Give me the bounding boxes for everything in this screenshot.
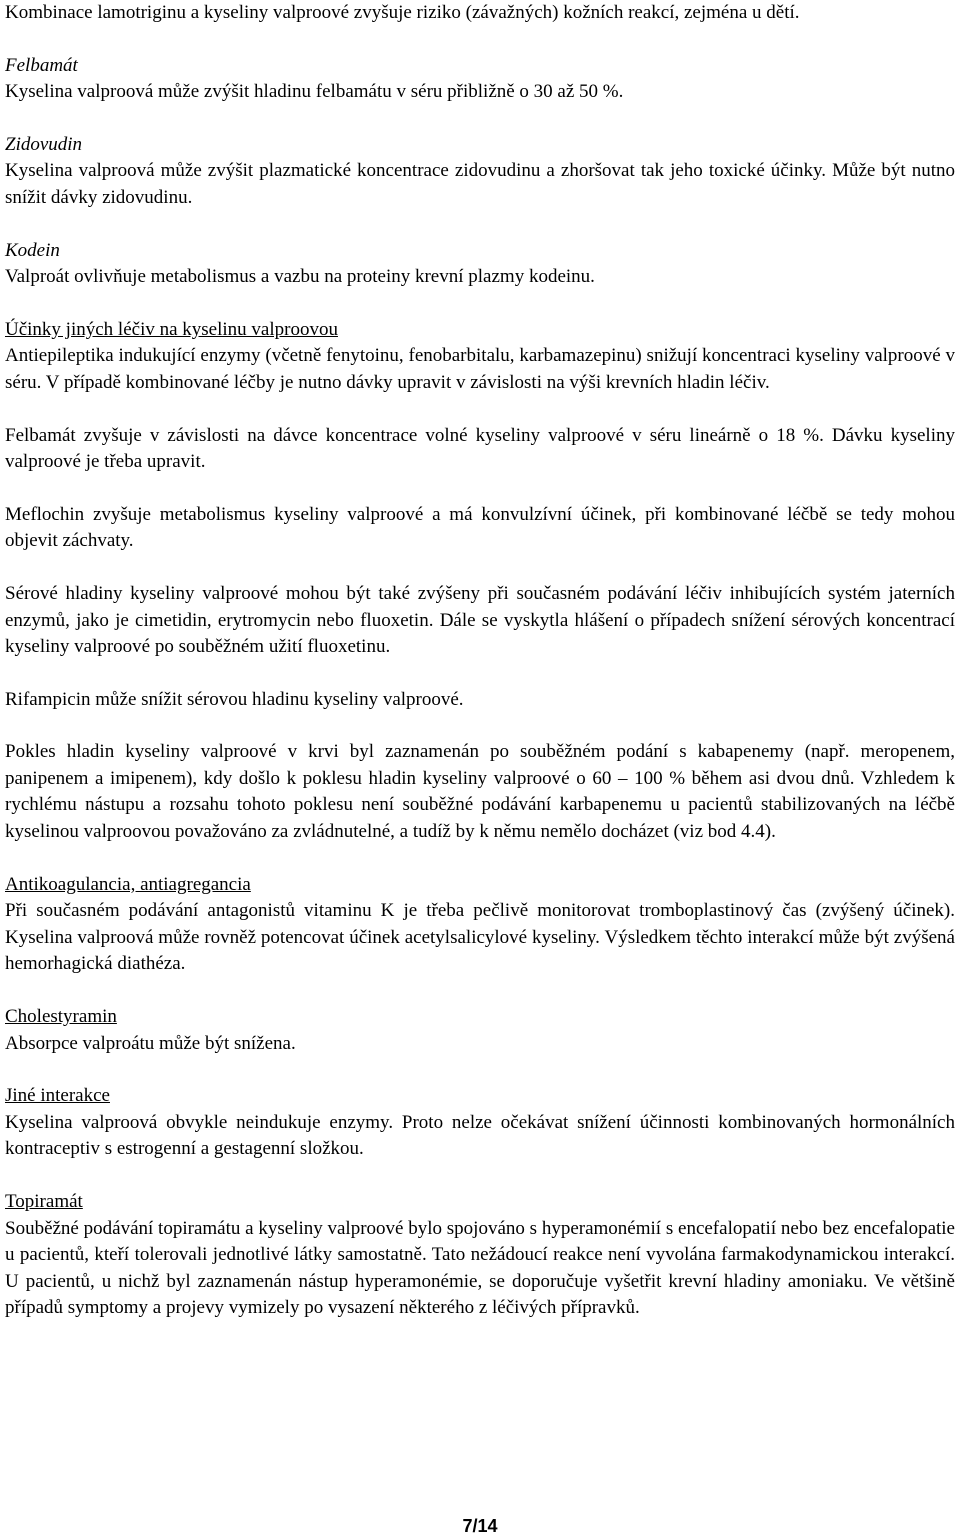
section-jine-interakce [5, 1083, 955, 1163]
section-heading: Antikoagulancia, antiagregancia [5, 873, 251, 895]
section-zidovudin [5, 132, 955, 212]
section-cholestyramin [5, 1004, 955, 1057]
paragraph-text: Kyselina valproová může zvýšit plazmatické koncentrace zidovudinu a zhoršovat tak jeho toxické účinky. Může být nutno snížit dávky zidovudinu. [5, 160, 955, 208]
paragraph-meflochin [5, 502, 955, 555]
section-heading: Cholestyramin [5, 1006, 117, 1028]
section-heading: Účinky jiných léčiv na kyselinu valproovou [5, 318, 338, 340]
page-number: 7/14 [462, 1516, 498, 1536]
paragraph-text: Kombinace lamotriginu a kyseliny valproové zvyšuje riziko (závažných) kožních reakcí, zejména u dětí. [5, 2, 800, 23]
paragraph-text: Rifampicin může snížit sérovou hladinu kyseliny valproové. [5, 688, 464, 710]
paragraph-felbamat-dose [5, 423, 955, 476]
paragraph-rifampicin [5, 687, 955, 714]
document-page [5, 0, 955, 1348]
section-heading: Jiné interakce [5, 1085, 110, 1107]
paragraph-lamotrigin [5, 0, 955, 27]
paragraph-serove-hladiny [5, 581, 955, 661]
paragraph-text: Sérové hladiny kyseliny valproové mohou být také zvýšeny při současném podávání léčiv inhibujících systém jaterních enzymů, jako je cimetidin, erytromycin nebo fluoxetin. Dále se vyskytla hlášení o případech snížení sérových koncentrací kyseliny valproové po souběžném užití fluoxetinu. [5, 582, 955, 658]
section-heading: Kodein [5, 239, 60, 261]
paragraph-text: Felbamát zvyšuje v závislosti na dávce koncentrace volné kyseliny valproové v séru lineárně o 18 %. Dávku kyseliny valproové je třeba upravit. [5, 424, 955, 473]
section-ucinky-jinych-leciv [5, 317, 955, 397]
paragraph-text: Valproát ovlivňuje metabolismus a vazbu na proteiny krevní plazmy kodeinu. [5, 266, 595, 288]
paragraph-text: Při současném podávání antagonistů vitaminu K je třeba pečlivě monitorovat tromboplastinový čas (zvýšený účinek). Kyselina valproová může rovněž potencovat účinek acetylsalicylové kyseliny. Výsledkem těchto interakcí může být zvýšená hemorhagická diathéza. [5, 900, 955, 975]
paragraph-text: Absorpce valproátu může být snížena. [5, 1032, 296, 1054]
section-kodein [5, 238, 955, 291]
paragraph-text: Antiepileptika indukující enzymy (včetně fenytoinu, fenobarbitalu, karbamazepinu) snižují koncentraci kyseliny valproové v séru. V případě kombinované léčby je nutno dávky upravit v závislosti na výši krevních hladin léčiv. [5, 345, 955, 393]
section-topiramat [5, 1189, 955, 1322]
section-heading: Felbamát [5, 54, 78, 76]
paragraph-text: Meflochin zvyšuje metabolismus kyseliny valproové a má konvulzívní účinek, při kombinované léčbě se tedy mohou objevit záchvaty. [5, 503, 955, 552]
section-felbamat [5, 53, 955, 106]
paragraph-text: Kyselina valproová obvykle neindukuje enzymy. Proto nelze očekávat snížení účinnosti kombinovaných hormonálních kontraceptiv s estrogenní a gestagenní složkou. [5, 1111, 955, 1160]
section-heading: Topiramát [5, 1191, 83, 1212]
paragraph-karbapenemy [5, 739, 955, 845]
section-antikoagulancia [5, 872, 955, 978]
paragraph-text: Kyselina valproová může zvýšit hladinu felbamátu v séru přibližně o 30 až 50 %. [5, 81, 624, 103]
section-heading: Zidovudin [5, 133, 83, 155]
paragraph-text: Souběžné podávání topiramátu a kyseliny valproové bylo spojováno s hyperamonémií s encefalopatií nebo bez encefalopatie u pacientů, kteří tolerovali jednotlivé látky samostatně. Tato nežádoucí reakce není vyvolána farmakodynamickou interakcí. U pacientů, u nichž byl zaznamenán nástup hyperamonémie, se doporučuje vyšetřit krevní hladiny amoniaku. Ve většině případů symptomy a projevy vymizely po vysazení některého z léčivých přípravků. [5, 1217, 955, 1319]
paragraph-text: Pokles hladin kyseliny valproové v krvi byl zaznamenán po souběžném podání s kabapenemy (např. meropenem, panipenem a imipenem), kdy došlo k poklesu hladin kyseliny valproové o 60 – 100 % během asi dvou dnů. Vzhledem k rychlému nástupu a rozsahu tohoto poklesu není souběžné podávání karbapenemu u pacientů stabilizovaných na léčbě kyselinou valproovou považováno za zvládnutelné, a tudíž by k němu nemělo docházet (viz bod 4.4). [5, 741, 955, 843]
